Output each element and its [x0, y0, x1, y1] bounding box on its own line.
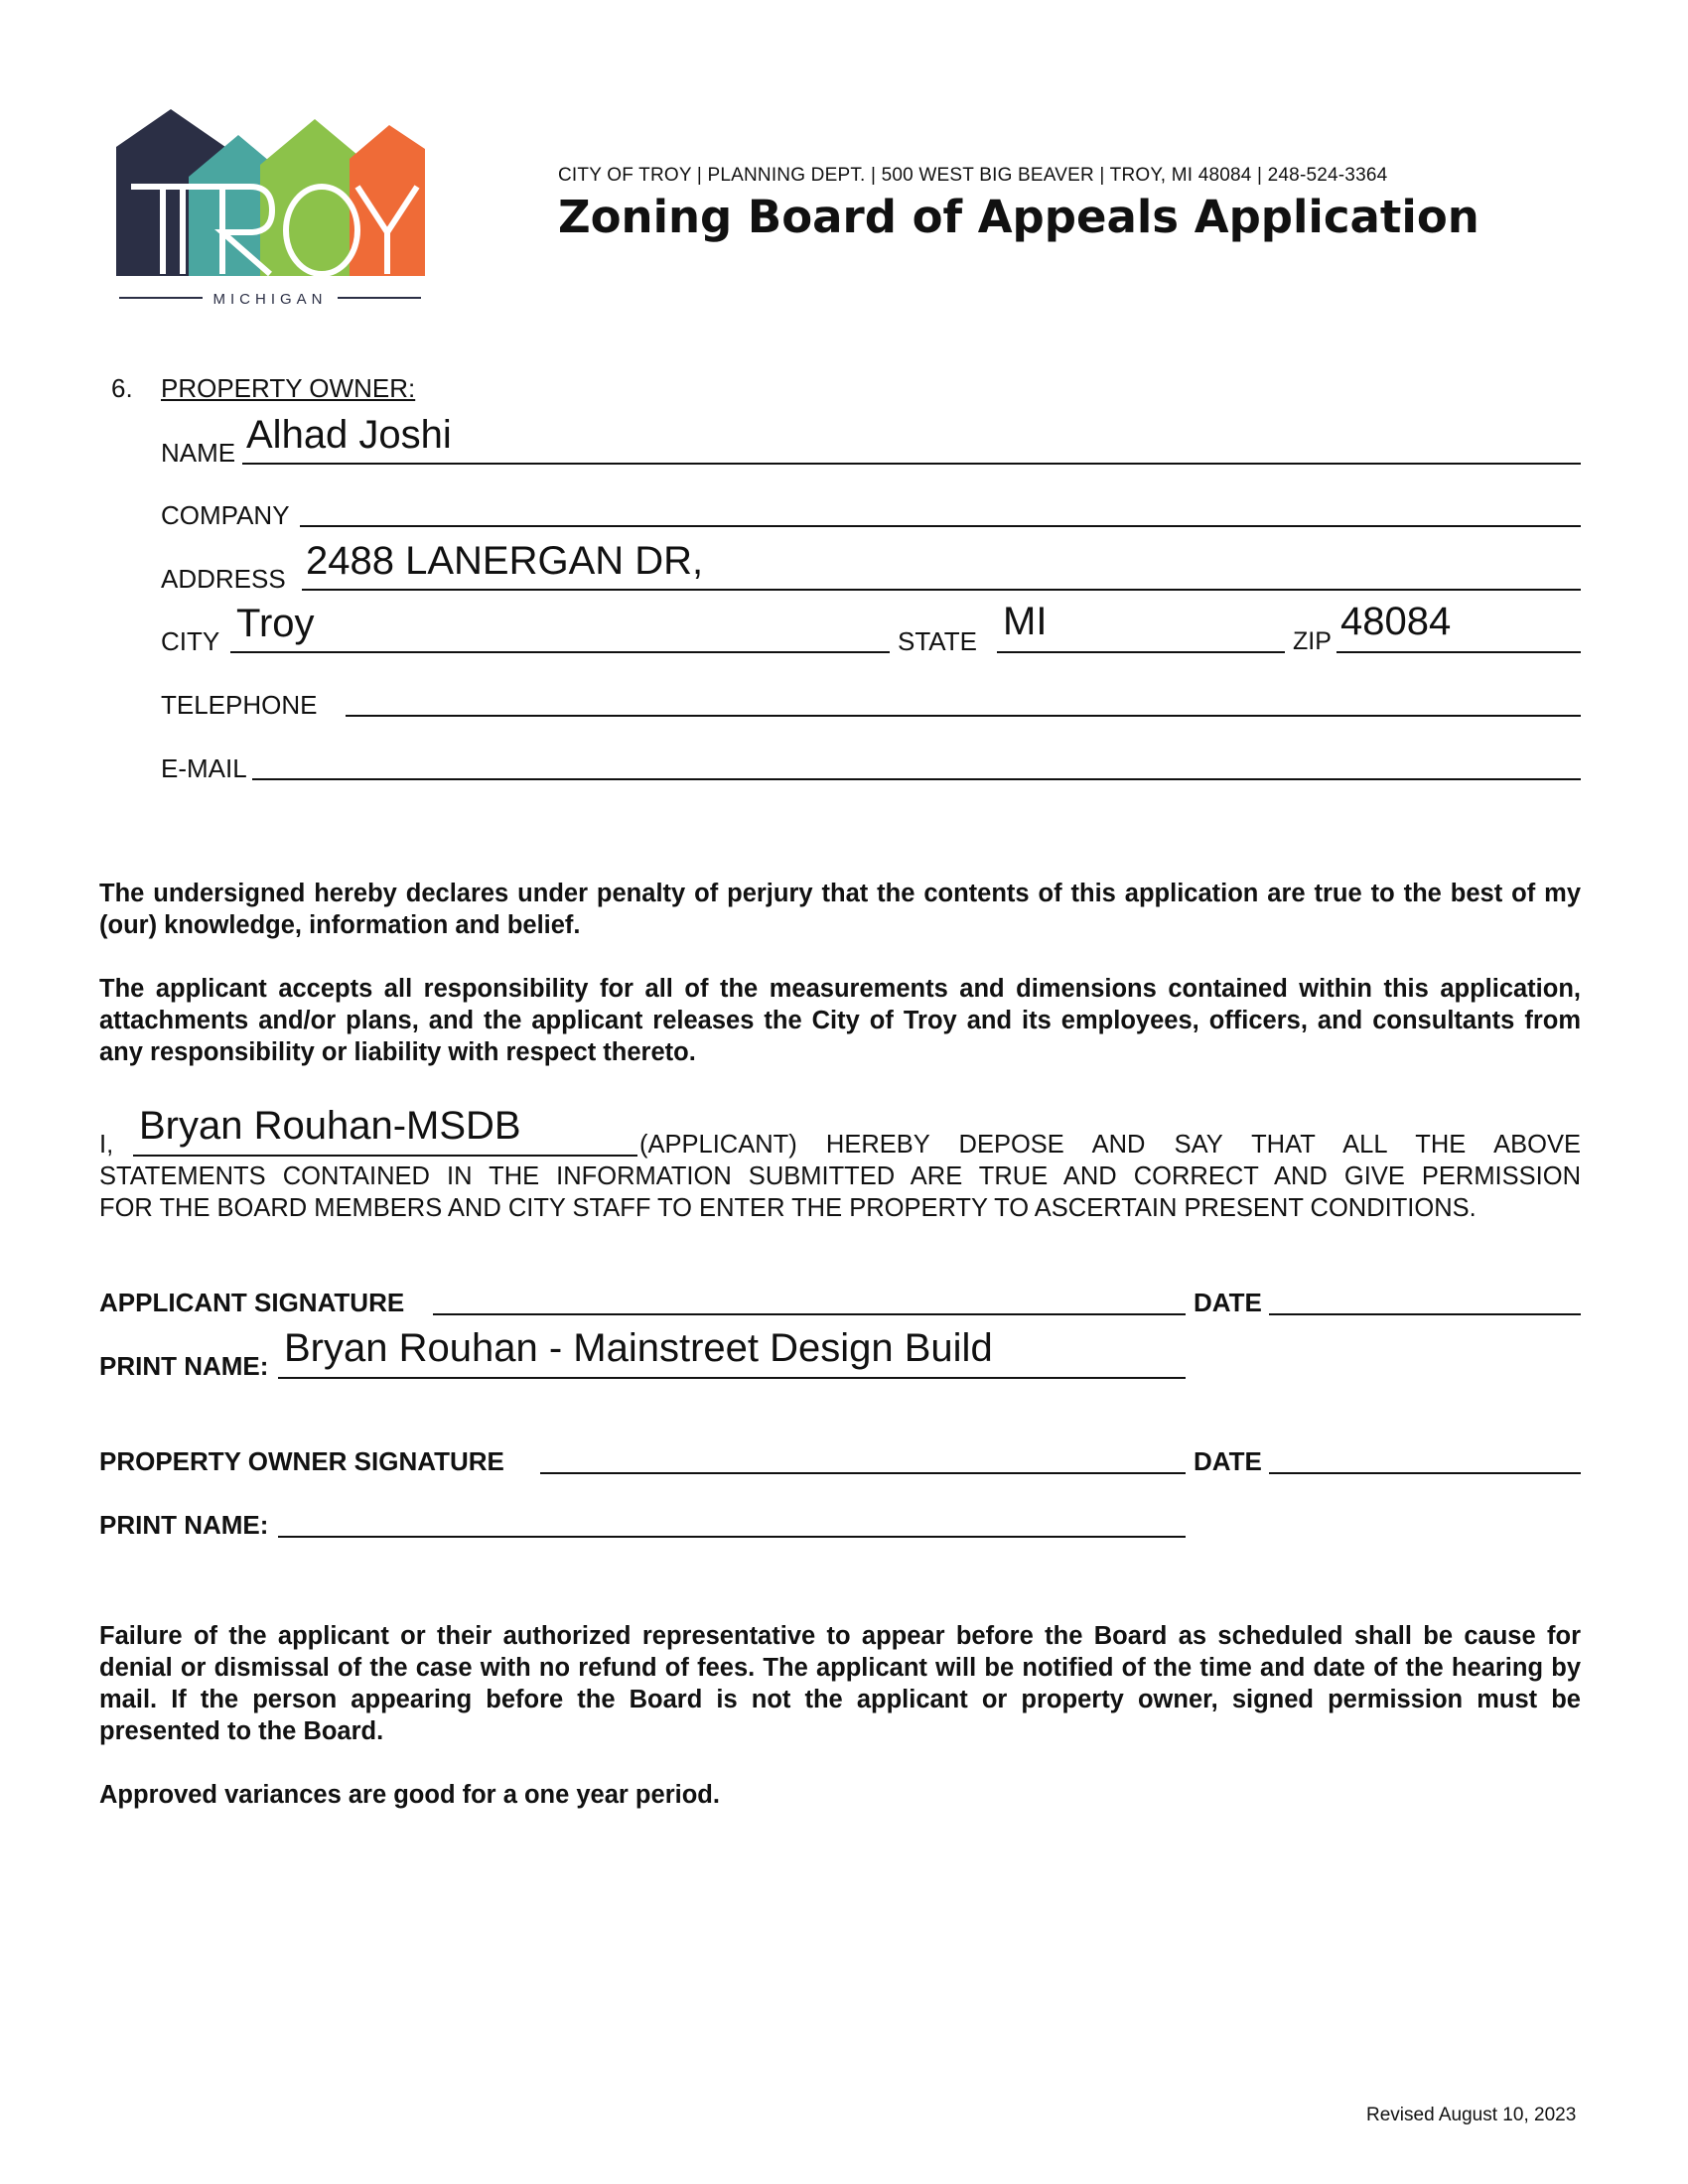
zip-field-line[interactable] [1336, 651, 1581, 653]
owner-signature-line[interactable] [540, 1472, 1186, 1474]
deposition-prefix: I, [99, 1131, 114, 1159]
owner-date-label: DATE [1194, 1446, 1262, 1476]
city-value[interactable]: Troy [236, 602, 315, 645]
header-address-line: CITY OF TROY | PLANNING DEPT. | 500 WEST BIG BEAVER | TROY, MI 48084 | 248-524-3364 [558, 165, 1388, 186]
applicant-signature-label: APPLICANT SIGNATURE [99, 1288, 405, 1317]
deposition-line-2: STATEMENTS CONTAINED IN THE INFORMATION SUBMITTED ARE TRUE AND CORRECT AND GIVE PERMISSION [99, 1162, 1581, 1190]
state-value[interactable]: MI [1003, 600, 1048, 643]
state-field-line[interactable] [997, 651, 1285, 653]
applicant-print-name-line[interactable] [278, 1377, 1186, 1379]
approved-variances-note: Approved variances are good for a one year period. [99, 1781, 720, 1809]
applicant-signature-line[interactable] [433, 1313, 1186, 1315]
logo-subtitle: MICHIGAN [212, 291, 328, 308]
address-label: ADDRESS [161, 564, 286, 594]
section-number: 6. [111, 373, 133, 403]
state-label: STATE [898, 626, 977, 656]
zip-value[interactable]: 48084 [1340, 600, 1452, 643]
failure-notice: Failure of the applicant or their authorized representative to appear before the Board as scheduled shall be cause for denial or dismissal of the case with no refund of fees. The applicant will be notified of the time and date of the hearing by mail. If the person appearing before the Board is not the applicant or property owner, signed permission must be presented to the Board. [99, 1622, 1581, 1745]
owner-print-name-label: PRINT NAME: [99, 1510, 269, 1540]
zip-label: ZIP [1293, 627, 1332, 655]
applicant-print-name-value[interactable]: Bryan Rouhan - Mainstreet Design Build [284, 1326, 993, 1370]
address-field-line[interactable] [302, 589, 1581, 591]
deposition-applicant-name[interactable]: Bryan Rouhan-MSDB [139, 1104, 521, 1148]
deposition-line-3: FOR THE BOARD MEMBERS AND CITY STAFF TO ENTER THE PROPERTY TO ASCERTAIN PRESENT CONDITIONS. [99, 1194, 1477, 1222]
revision-date: Revised August 10, 2023 [1366, 2105, 1577, 2125]
company-field-line[interactable] [300, 525, 1581, 527]
telephone-field-line[interactable] [346, 715, 1581, 717]
owner-signature-label: PROPERTY OWNER SIGNATURE [99, 1446, 504, 1476]
email-label: E-MAIL [161, 753, 247, 783]
company-label: COMPANY [161, 500, 290, 530]
page-title: Zoning Board of Appeals Application [558, 191, 1479, 243]
applicant-print-name-label: PRINT NAME: [99, 1351, 269, 1381]
address-value[interactable]: 2488 LANERGAN DR, [306, 539, 704, 583]
name-field-line[interactable] [242, 463, 1581, 465]
applicant-date-label: DATE [1194, 1288, 1262, 1317]
owner-print-name-line[interactable] [278, 1536, 1186, 1538]
city-field-line[interactable] [230, 651, 890, 653]
name-label: NAME [161, 438, 236, 468]
telephone-label: TELEPHONE [161, 690, 318, 720]
email-field-line[interactable] [252, 778, 1581, 780]
deposition-line-1: (APPLICANT) HEREBY DEPOSE AND SAY THAT ALL THE ABOVE [639, 1131, 1581, 1159]
applicant-date-line[interactable] [1269, 1313, 1581, 1315]
name-value[interactable]: Alhad Joshi [246, 413, 452, 457]
responsibility-statement: The applicant accepts all responsibility for all of the measurements and dimensions contained within this application, attachments and/or plans, and the applicant releases the City of Troy and its employees, officers, and consultants from any responsibility or liability with respect thereto. [99, 975, 1581, 1066]
city-label: CITY [161, 626, 220, 656]
section-heading: PROPERTY OWNER: [161, 373, 416, 403]
troy-michigan-logo [111, 107, 429, 308]
perjury-declaration: The undersigned hereby declares under penalty of perjury that the contents of this application are true to the best of my (our) knowledge, information and belief. [99, 880, 1581, 939]
applicant-name-line[interactable] [133, 1155, 637, 1157]
owner-date-line[interactable] [1269, 1472, 1581, 1474]
